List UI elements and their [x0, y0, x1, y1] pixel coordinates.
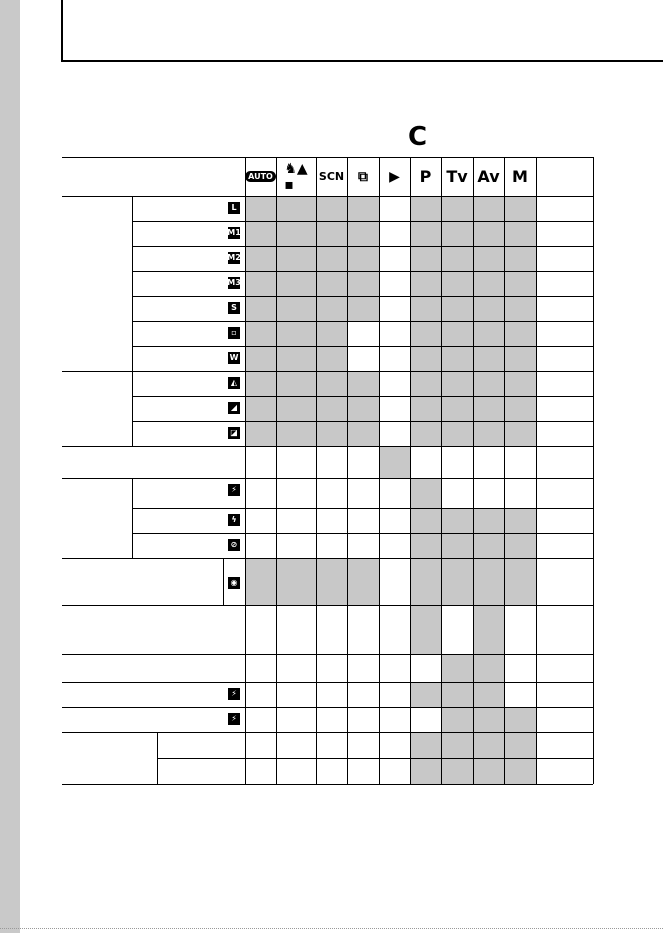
page-bottom-rule [0, 928, 663, 929]
table-cell-available [441, 758, 473, 784]
table-cell-available [410, 605, 441, 654]
table-cell-available [410, 533, 441, 558]
table-cell-available [410, 508, 441, 533]
table-cell-available [276, 246, 316, 271]
table-cell-available [441, 654, 473, 682]
table-row-line [62, 605, 593, 606]
flash-off-icon: ⊘ [228, 539, 240, 551]
table-cell-available [347, 558, 379, 605]
slow-sync-icon: ⚡ [228, 688, 240, 700]
table-cell-available [473, 296, 504, 321]
table-cell-available [441, 321, 473, 346]
table-cell-available [245, 321, 276, 346]
table-cell-available [410, 246, 441, 271]
table-cell-available [316, 246, 347, 271]
resolution-large-icon: L [228, 202, 240, 214]
table-cell-available [473, 558, 504, 605]
table-cell-available [473, 758, 504, 784]
table-cell-available [245, 271, 276, 296]
table-cell-available [410, 478, 441, 508]
table-row-line [62, 371, 593, 372]
table-cell-available [410, 421, 441, 446]
table-cell-available [347, 196, 379, 221]
table-cell-available [276, 196, 316, 221]
table-row-line [62, 654, 593, 655]
red-eye-icon: ◉ [228, 577, 240, 589]
table-column-line [441, 157, 442, 784]
table-cell-available [276, 321, 316, 346]
p-icon: P [419, 167, 432, 186]
table-cell-available [504, 533, 536, 558]
table-cell-available [441, 533, 473, 558]
table-cell-available [347, 371, 379, 396]
m-icon: M [512, 167, 528, 186]
table-cell-available [347, 271, 379, 296]
table-cell-available [504, 196, 536, 221]
table-row-line [132, 533, 593, 534]
av-icon: Av [477, 167, 500, 186]
table-cell-available [441, 246, 473, 271]
table-cell-available [473, 605, 504, 654]
table-column-line [379, 157, 380, 784]
table-cell-available [410, 346, 441, 371]
table-column-line [245, 157, 246, 784]
table-cell-available [473, 396, 504, 421]
table-cell-available [316, 221, 347, 246]
table-row-line [62, 446, 593, 447]
table-cell-available [473, 346, 504, 371]
table-cell-available [504, 321, 536, 346]
page-edge-tab [0, 0, 20, 933]
table-cell-available [504, 371, 536, 396]
table-row-line [132, 346, 593, 347]
stitch-assist-icon: ⧉ [358, 168, 368, 185]
table-cell-available [410, 758, 441, 784]
resolution-m3-icon: M3 [227, 278, 241, 287]
table-cell-available [441, 346, 473, 371]
table-cell-available [504, 396, 536, 421]
table-cell-available [473, 196, 504, 221]
table-cell-available [276, 421, 316, 446]
category-divider [132, 196, 133, 446]
table-right-border [593, 157, 594, 784]
table-cell-available [504, 246, 536, 271]
table-cell-available [316, 296, 347, 321]
icon-column-divider [223, 558, 224, 605]
table-cell-available [276, 558, 316, 605]
table-cell-available [245, 346, 276, 371]
table-cell-available [347, 246, 379, 271]
table-cell-available [316, 346, 347, 371]
table-cell-available [410, 221, 441, 246]
table-cell-available [473, 421, 504, 446]
table-cell-available [473, 221, 504, 246]
table-row-line [62, 478, 593, 479]
table-cell-available [441, 421, 473, 446]
table-cell-available [316, 371, 347, 396]
table-row-line [62, 682, 593, 683]
table-cell-available [473, 707, 504, 732]
table-cell-available [473, 682, 504, 707]
table-column-line [473, 157, 474, 784]
table-cell-available [245, 421, 276, 446]
table-cell-available [504, 707, 536, 732]
auto-icon: AUTO [245, 157, 276, 196]
table-cell-available [473, 371, 504, 396]
table-row-line [62, 707, 593, 708]
table-cell-available [316, 321, 347, 346]
table-cell-available [347, 296, 379, 321]
table-cell-available [245, 246, 276, 271]
table-cell-available [441, 221, 473, 246]
movie-camera-icon: ▶ [389, 168, 400, 185]
table-cell-available [504, 221, 536, 246]
table-cell-available [441, 371, 473, 396]
flash-auto-icon: ⚡ [228, 484, 240, 496]
table-cell-available [504, 558, 536, 605]
table-row-line [132, 396, 593, 397]
table-cell-available [410, 371, 441, 396]
tv-icon: Tv [446, 167, 468, 186]
category-divider [157, 732, 158, 784]
table-column-line [347, 157, 348, 784]
table-cell-available [441, 296, 473, 321]
table-cell-available [410, 396, 441, 421]
table-cell-available [473, 246, 504, 271]
table-cell-available [245, 396, 276, 421]
table-cell-available [410, 196, 441, 221]
category-divider [132, 478, 133, 558]
table-row-line [62, 196, 593, 197]
table-cell-available [504, 346, 536, 371]
table-row-line [132, 246, 593, 247]
flash-compensation-icon: ⚡ [228, 713, 240, 725]
table-cell-available [245, 371, 276, 396]
table-cell-available [245, 558, 276, 605]
table-cell-available [245, 221, 276, 246]
table-cell-available [504, 758, 536, 784]
table-cell-available [379, 446, 410, 478]
table-cell-available [410, 296, 441, 321]
table-cell-available [504, 508, 536, 533]
table-cell-available [347, 396, 379, 421]
table-cell-available [245, 196, 276, 221]
table-row-line [132, 421, 593, 422]
portrait-landscape-night-icon: ♞▲ ▪ [284, 160, 308, 193]
table-cell-available [347, 221, 379, 246]
table-row-line [62, 784, 593, 785]
table-row-line [157, 758, 593, 759]
compression-fine-icon: ◢ [228, 402, 240, 414]
table-column-line [504, 157, 505, 784]
table-cell-available [504, 271, 536, 296]
table-cell-available [441, 732, 473, 758]
table-cell-available [276, 221, 316, 246]
scn-icon: SCN [318, 170, 345, 183]
table-cell-available [316, 396, 347, 421]
table-cell-available [410, 682, 441, 707]
table-cell-available [473, 654, 504, 682]
table-cell-available [441, 196, 473, 221]
table-cell-available [441, 396, 473, 421]
table-cell-available [410, 321, 441, 346]
table-cell-available [316, 558, 347, 605]
table-cell-available [504, 296, 536, 321]
table-row-line [132, 221, 593, 222]
section-heading: C [408, 122, 428, 152]
table-cell-available [473, 321, 504, 346]
resolution-m1-icon: M1 [227, 228, 241, 237]
table-cell-available [276, 271, 316, 296]
table-cell-available [316, 271, 347, 296]
table-cell-available [441, 558, 473, 605]
resolution-small-icon: S [228, 302, 240, 314]
table-cell-available [410, 271, 441, 296]
table-column-line [276, 157, 277, 784]
table-cell-available [504, 421, 536, 446]
compression-superfine-icon: ◭ [228, 377, 240, 389]
table-cell-available [410, 732, 441, 758]
table-cell-available [316, 421, 347, 446]
table-cell-available [473, 732, 504, 758]
table-cell-available [441, 707, 473, 732]
title-box [61, 0, 663, 62]
table-column-line [410, 157, 411, 784]
table-cell-available [473, 533, 504, 558]
table-row-line [62, 732, 593, 733]
table-cell-available [316, 196, 347, 221]
table-cell-available [473, 508, 504, 533]
table-cell-available [347, 421, 379, 446]
table-cell-available [504, 732, 536, 758]
widescreen-icon: W [229, 353, 239, 362]
table-row-line [132, 296, 593, 297]
table-cell-available [441, 271, 473, 296]
table-column-line [536, 157, 537, 784]
table-cell-available [441, 682, 473, 707]
table-cell-available [276, 371, 316, 396]
postcard-icon: ▫ [228, 327, 240, 339]
table-row-line [132, 321, 593, 322]
table-row-line [132, 508, 593, 509]
table-row-line [62, 558, 593, 559]
table-cell-available [441, 508, 473, 533]
flash-on-icon: ϟ [228, 514, 240, 526]
table-cell-available [276, 396, 316, 421]
table-cell-available [245, 296, 276, 321]
table-column-line [316, 157, 317, 784]
compression-normal-icon: ◪ [228, 427, 240, 439]
table-cell-available [276, 346, 316, 371]
resolution-m2-icon: M2 [227, 253, 241, 262]
table-cell-available [473, 271, 504, 296]
table-cell-available [276, 296, 316, 321]
table-cell-available [410, 558, 441, 605]
table-row-line [132, 271, 593, 272]
